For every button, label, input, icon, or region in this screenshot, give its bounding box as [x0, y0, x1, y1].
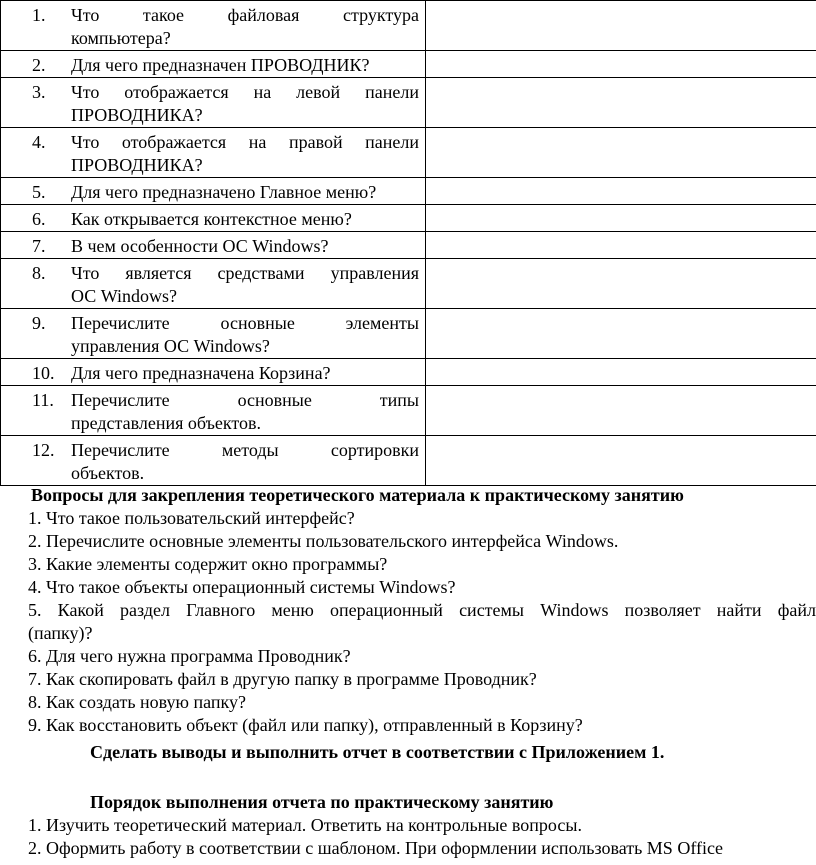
question-text-line: ПРОВОДНИКА? — [71, 105, 203, 125]
question-cell — [1, 51, 426, 78]
question-row — [1, 128, 816, 178]
question-row — [1, 178, 816, 205]
review-item: 4. Что такое объекты операционный системы Windows? — [28, 577, 456, 597]
question-number: 11. — [32, 390, 54, 410]
answer-cell[interactable] — [426, 386, 816, 436]
question-row — [1, 386, 816, 436]
question-number: 9. — [32, 313, 46, 333]
review-item: 1. Что такое пользовательский интерфейс? — [28, 508, 355, 528]
review-section — [28, 484, 816, 860]
question-text-line: компьютера? — [71, 28, 171, 48]
question-text-line: Перечислите методы сортировки — [71, 440, 419, 460]
question-text-line: Что отображается на левой панели — [71, 82, 419, 102]
question-cell — [1, 128, 426, 178]
question-text-line: Для чего предназначена Корзина? — [71, 363, 331, 383]
review-item: 6. Для чего нужна программа Проводник? — [28, 646, 351, 666]
question-text-line: управления ОС Windows? — [71, 336, 270, 356]
question-cell — [1, 259, 426, 309]
answer-cell[interactable] — [426, 259, 816, 309]
report-item: 1. Изучить теоретический материал. Ответить на контрольные вопросы. — [28, 815, 582, 835]
question-row — [1, 1, 816, 51]
question-row — [1, 205, 816, 232]
question-number: 6. — [32, 209, 46, 229]
question-text-line: объектов. — [71, 463, 145, 483]
question-number: 10. — [32, 363, 55, 383]
report-heading: Порядок выполнения отчета по практическому занятию — [90, 792, 554, 812]
answer-cell[interactable] — [426, 309, 816, 359]
question-number: 5. — [32, 182, 46, 202]
answer-cell[interactable] — [426, 436, 816, 486]
question-text-line: Что такое файловая структура — [71, 5, 419, 25]
question-cell — [1, 436, 426, 486]
question-row — [1, 436, 816, 486]
question-text-line: Что отображается на правой панели — [71, 132, 419, 152]
question-text-line: Для чего предназначено Главное меню? — [71, 182, 377, 202]
question-text — [71, 54, 419, 77]
review-item: 2. Перечислите основные элементы пользовательского интерфейса Windows. — [28, 531, 619, 551]
question-cell — [1, 232, 426, 259]
question-number: 3. — [32, 82, 46, 102]
review-item: 3. Какие элементы содержит окно программы? — [28, 554, 388, 574]
question-text — [71, 262, 419, 308]
question-number: 7. — [32, 236, 46, 256]
question-number: 4. — [32, 132, 46, 152]
answer-cell[interactable] — [426, 78, 816, 128]
question-text-line: В чем особенности ОС Windows? — [71, 236, 329, 256]
question-text — [71, 235, 419, 258]
question-text — [71, 81, 419, 127]
question-row — [1, 78, 816, 128]
question-cell — [1, 178, 426, 205]
question-text — [71, 362, 419, 385]
question-text — [71, 131, 419, 177]
report-item: 2. Оформить работу в соответствии с шаблоном. При оформлении использовать MS Office — [28, 838, 723, 858]
question-cell — [1, 309, 426, 359]
question-row — [1, 259, 816, 309]
question-text-line: представления объектов. — [71, 413, 262, 433]
question-text-line: ОС Windows? — [71, 286, 177, 306]
question-text — [71, 439, 419, 485]
question-cell — [1, 386, 426, 436]
question-text — [71, 208, 419, 231]
review-heading: Вопросы для закрепления теоретического материала к практическому занятию — [31, 485, 684, 505]
question-text-line: Перечислите основные типы — [71, 390, 419, 410]
question-cell — [1, 205, 426, 232]
question-number: 2. — [32, 55, 46, 75]
answer-cell[interactable] — [426, 232, 816, 259]
blank-line — [28, 764, 816, 787]
question-text — [71, 312, 419, 358]
conclusion-text: Сделать выводы и выполнить отчет в соответствии с Приложением 1. — [90, 742, 665, 762]
question-number: 12. — [32, 440, 55, 460]
question-text-line: Что является средствами управления — [71, 263, 419, 283]
review-item-continuation: (папку)? — [28, 623, 93, 643]
answer-cell[interactable] — [426, 51, 816, 78]
question-row — [1, 309, 816, 359]
review-item: 9. Как восстановить объект (файл или папку), отправленный в Корзину? — [28, 715, 583, 735]
review-item: 8. Как создать новую папку? — [28, 692, 246, 712]
answer-cell[interactable] — [426, 178, 816, 205]
question-row — [1, 51, 816, 78]
question-number: 8. — [32, 263, 46, 283]
question-cell — [1, 1, 426, 51]
question-cell — [1, 359, 426, 386]
review-item: 7. Как скопировать файл в другую папку в программе Проводник? — [28, 669, 537, 689]
question-text-line: ПРОВОДНИКА? — [71, 155, 203, 175]
question-text — [71, 181, 419, 204]
answer-cell[interactable] — [426, 128, 816, 178]
question-row — [1, 359, 816, 386]
review-item: 5. Какой раздел Главного меню операционный системы Windows позволяет найти файл — [28, 600, 816, 620]
answer-cell[interactable] — [426, 359, 816, 386]
question-text — [71, 4, 419, 50]
question-row — [1, 232, 816, 259]
question-number: 1. — [32, 5, 46, 25]
question-text — [71, 389, 419, 435]
question-text-line: Перечислите основные элементы — [71, 313, 419, 333]
answer-cell[interactable] — [426, 1, 816, 51]
question-cell — [1, 78, 426, 128]
question-text-line: Как открывается контекстное меню? — [71, 209, 352, 229]
question-text-line: Для чего предназначен ПРОВОДНИК? — [71, 55, 370, 75]
answer-cell[interactable] — [426, 205, 816, 232]
